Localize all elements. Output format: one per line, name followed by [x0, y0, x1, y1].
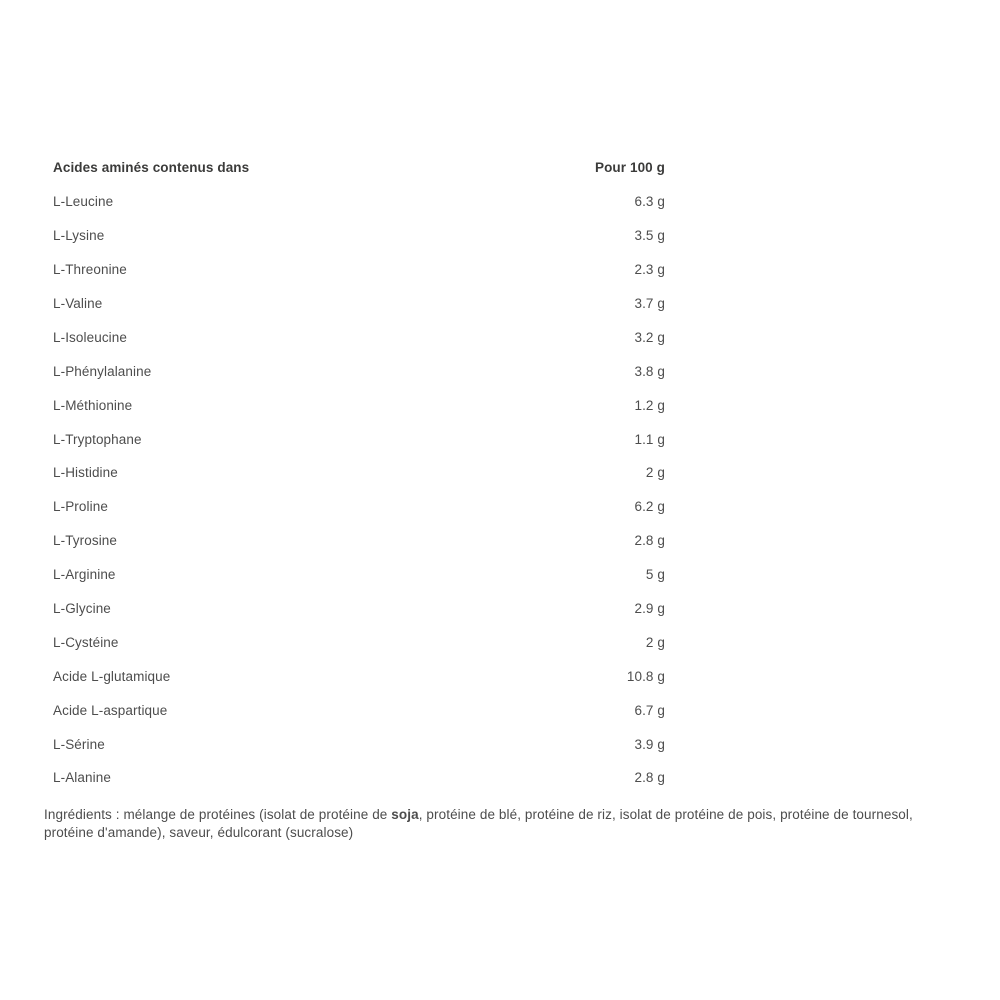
table-row: [53, 761, 665, 795]
table-row: [53, 287, 665, 321]
table-row: [53, 490, 665, 524]
table-row: [53, 354, 665, 388]
amino-acid-amount: 2.8 g: [634, 770, 665, 786]
table-row: [53, 524, 665, 558]
amino-acid-amount: 1.1 g: [634, 431, 665, 447]
amino-acid-amount: 1.2 g: [634, 397, 665, 413]
table-row: [53, 219, 665, 253]
amino-acid-amount: 5 g: [645, 567, 665, 583]
table-row: [53, 659, 665, 693]
amino-acid-name: L-Sérine: [53, 736, 105, 752]
amino-acid-amount: 2.9 g: [634, 601, 665, 617]
table-row: [53, 388, 665, 422]
amino-acid-name: Acide L-aspartique: [53, 702, 168, 718]
amino-acid-name: L-Proline: [53, 499, 108, 515]
amino-acid-name: L-Tryptophane: [53, 431, 142, 447]
amino-acid-name: L-Lysine: [53, 228, 105, 244]
table-row: [53, 625, 665, 659]
ingredients-bold-soja: soja: [391, 807, 419, 822]
ingredients-text: [44, 806, 965, 841]
table-row: [53, 456, 665, 490]
amino-acid-name: L-Isoleucine: [53, 329, 127, 345]
amino-acid-name: L-Tyrosine: [53, 533, 118, 549]
amino-acid-amount: 3.8 g: [634, 363, 665, 379]
amino-acid-amount: 6.7 g: [634, 702, 665, 718]
table-header-label: Acides aminés contenus dans: [53, 160, 250, 176]
amino-acid-amount: 10.8 g: [626, 668, 665, 684]
amino-acid-name: L-Arginine: [53, 567, 116, 583]
amino-acid-amount: 2.3 g: [634, 262, 665, 278]
amino-acid-amount: 3.9 g: [634, 736, 665, 752]
ingredients-suffix: , protéine de blé, protéine de riz, isolat de protéine de pois, protéine de tournesol, protéine d'amande), saveur, édulcorant (sucralose): [44, 807, 913, 840]
table-row: [53, 693, 665, 727]
table-row: [53, 727, 665, 761]
amino-acid-name: L-Threonine: [53, 262, 127, 278]
table-header-value: Pour 100 g: [594, 160, 665, 176]
amino-acid-amount: 2 g: [645, 465, 665, 481]
table-row: [53, 422, 665, 456]
amino-acid-name: L-Alanine: [53, 770, 111, 786]
table-row: [53, 320, 665, 354]
ingredients-prefix: Ingrédients : mélange de protéines (isolat de protéine de: [44, 807, 392, 822]
table-row: [53, 253, 665, 287]
amino-acid-name: L-Méthionine: [53, 397, 133, 413]
amino-acid-name: Acide L-glutamique: [53, 668, 171, 684]
amino-acid-amount: 3.5 g: [634, 228, 665, 244]
amino-acid-amount: 2.8 g: [634, 533, 665, 549]
table-row: [53, 558, 665, 592]
amino-acid-name: L-Phénylalanine: [53, 363, 152, 379]
amino-acid-name: L-Glycine: [53, 601, 111, 617]
amino-acid-name: L-Cystéine: [53, 634, 119, 650]
table-row: [53, 185, 665, 219]
amino-acid-name: L-Valine: [53, 296, 103, 311]
amino-acid-name: L-Leucine: [53, 194, 114, 210]
amino-acid-name: L-Histidine: [53, 465, 118, 481]
amino-acid-amount: 2 g: [645, 634, 665, 650]
table-header-row: [53, 151, 665, 185]
table-row: [53, 592, 665, 626]
amino-acid-amount: 6.2 g: [634, 499, 665, 515]
amino-acids-table: [53, 151, 665, 795]
amino-acid-amount: 3.2 g: [634, 329, 665, 345]
amino-acid-amount: 6.3 g: [634, 194, 665, 210]
amino-acid-amount: 3.7 g: [634, 296, 665, 311]
